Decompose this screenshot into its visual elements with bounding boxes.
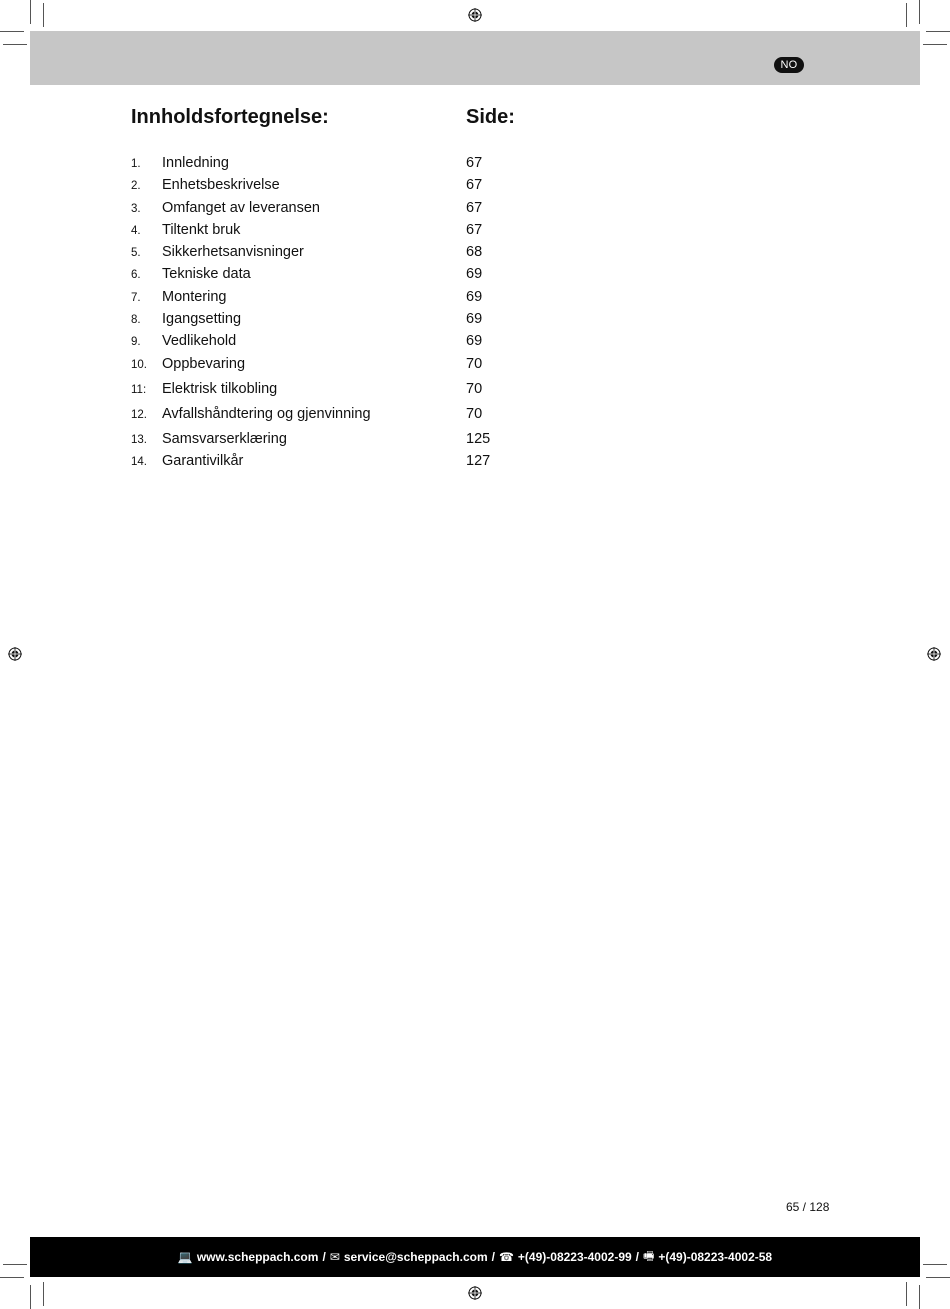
toc-item-number: 3.	[131, 203, 141, 215]
crop-mark	[906, 3, 907, 27]
toc-item	[0, 244, 950, 264]
toc-item-label: Oppbevaring	[162, 356, 246, 372]
registration-mark-icon	[927, 647, 941, 661]
crop-mark	[919, 0, 920, 24]
crop-mark	[0, 1277, 24, 1278]
toc-item-number: 14.	[131, 456, 147, 468]
footer-phone: +(49)-08223-4002-99	[517, 1250, 632, 1264]
toc-item	[0, 356, 950, 376]
page-column-title: Side:	[466, 106, 515, 128]
toc-item-page: 69	[466, 311, 483, 327]
toc-item-label: Samsvarserklæring	[162, 431, 287, 447]
toc-item-number: 10.	[131, 359, 147, 371]
phone-icon: ☎	[498, 1250, 514, 1264]
crop-mark	[43, 3, 44, 27]
page-number: 65 / 128	[786, 1200, 830, 1214]
crop-mark	[43, 1282, 44, 1306]
toc-item-label: Garantivilkår	[162, 453, 244, 469]
footer-separator: /	[322, 1250, 326, 1264]
footer-separator: /	[635, 1250, 640, 1264]
crop-mark	[926, 1277, 950, 1278]
toc-item	[0, 431, 950, 451]
toc-item-number: 1.	[131, 158, 141, 170]
toc-item	[0, 222, 950, 242]
crop-mark	[30, 1285, 31, 1309]
toc-item-page: 68	[466, 244, 483, 260]
toc-title: Innholdsfortegnelse:	[131, 106, 329, 128]
footer-website-link[interactable]: www.scheppach.com	[196, 1250, 319, 1264]
toc-item	[0, 266, 950, 286]
toc-item	[0, 381, 950, 401]
toc-item	[0, 311, 950, 331]
toc-item-label: Omfanget av leveransen	[162, 200, 320, 216]
crop-mark	[3, 44, 27, 45]
toc-item-page: 67	[466, 200, 483, 216]
toc-item-page: 67	[466, 155, 483, 171]
toc-item	[0, 333, 950, 353]
crop-mark	[906, 1282, 907, 1306]
toc-item	[0, 289, 950, 309]
toc-item	[0, 200, 950, 220]
toc-item-number: 4.	[131, 225, 141, 237]
language-badge: NO	[774, 57, 804, 73]
toc-item-page: 70	[466, 381, 483, 397]
crop-mark	[30, 0, 31, 24]
toc-item	[0, 155, 950, 175]
fax-icon: 🖷	[643, 1248, 655, 1263]
footer-email-link[interactable]: service@scheppach.com	[343, 1250, 488, 1264]
toc-item	[0, 406, 950, 426]
footer-fax: +(49)-08223-4002-58	[658, 1250, 773, 1264]
crop-mark	[923, 44, 947, 45]
toc-item-label: Tekniske data	[162, 266, 251, 282]
toc-item-page: 69	[466, 333, 483, 349]
toc-item-page: 69	[466, 289, 483, 305]
toc-item	[0, 177, 950, 197]
mail-icon: ✉	[329, 1250, 340, 1264]
toc-item-number: 9.	[131, 336, 141, 348]
toc-item-number: 8.	[131, 314, 141, 326]
toc-item-page: 69	[466, 266, 483, 282]
toc-item-number: 12.	[131, 409, 147, 421]
toc-item-page: 70	[466, 406, 483, 422]
toc-item-label: Avfallshåndtering og gjenvinning	[162, 406, 371, 422]
toc-item-number: 7.	[131, 292, 141, 304]
toc-item-number: 6.	[131, 269, 141, 281]
footer-band	[30, 1237, 920, 1277]
crop-mark	[3, 1264, 27, 1265]
crop-mark	[919, 1285, 920, 1309]
toc-item	[0, 453, 950, 473]
toc-item-label: Igangsetting	[162, 311, 242, 327]
toc-item-page: 127	[466, 453, 491, 469]
toc-item-label: Innledning	[162, 155, 229, 171]
registration-mark-icon	[8, 647, 22, 661]
toc-item-number: 11:	[131, 384, 147, 396]
toc-item-number: 2.	[131, 180, 141, 192]
crop-mark	[0, 31, 24, 32]
toc-item-label: Tiltenkt bruk	[162, 222, 241, 238]
toc-item-number: 13.	[131, 434, 147, 446]
registration-mark-icon	[468, 8, 482, 22]
footer-separator: /	[491, 1250, 495, 1264]
toc-item-label: Elektrisk tilkobling	[162, 381, 278, 397]
computer-icon: 💻	[177, 1250, 193, 1264]
toc-item-label: Enhetsbeskrivelse	[162, 177, 280, 193]
toc-item-page: 67	[466, 222, 483, 238]
toc-item-label: Montering	[162, 289, 227, 305]
crop-mark	[923, 1264, 947, 1265]
toc-item-page: 70	[466, 356, 483, 372]
toc-item-label: Sikkerhetsanvisninger	[162, 244, 304, 260]
toc-item-number: 5.	[131, 247, 141, 259]
toc-item-page: 125	[466, 431, 491, 447]
registration-mark-icon	[468, 1286, 482, 1300]
crop-mark	[926, 31, 950, 32]
toc-item-label: Vedlikehold	[162, 333, 237, 349]
toc-item-page: 67	[466, 177, 483, 193]
